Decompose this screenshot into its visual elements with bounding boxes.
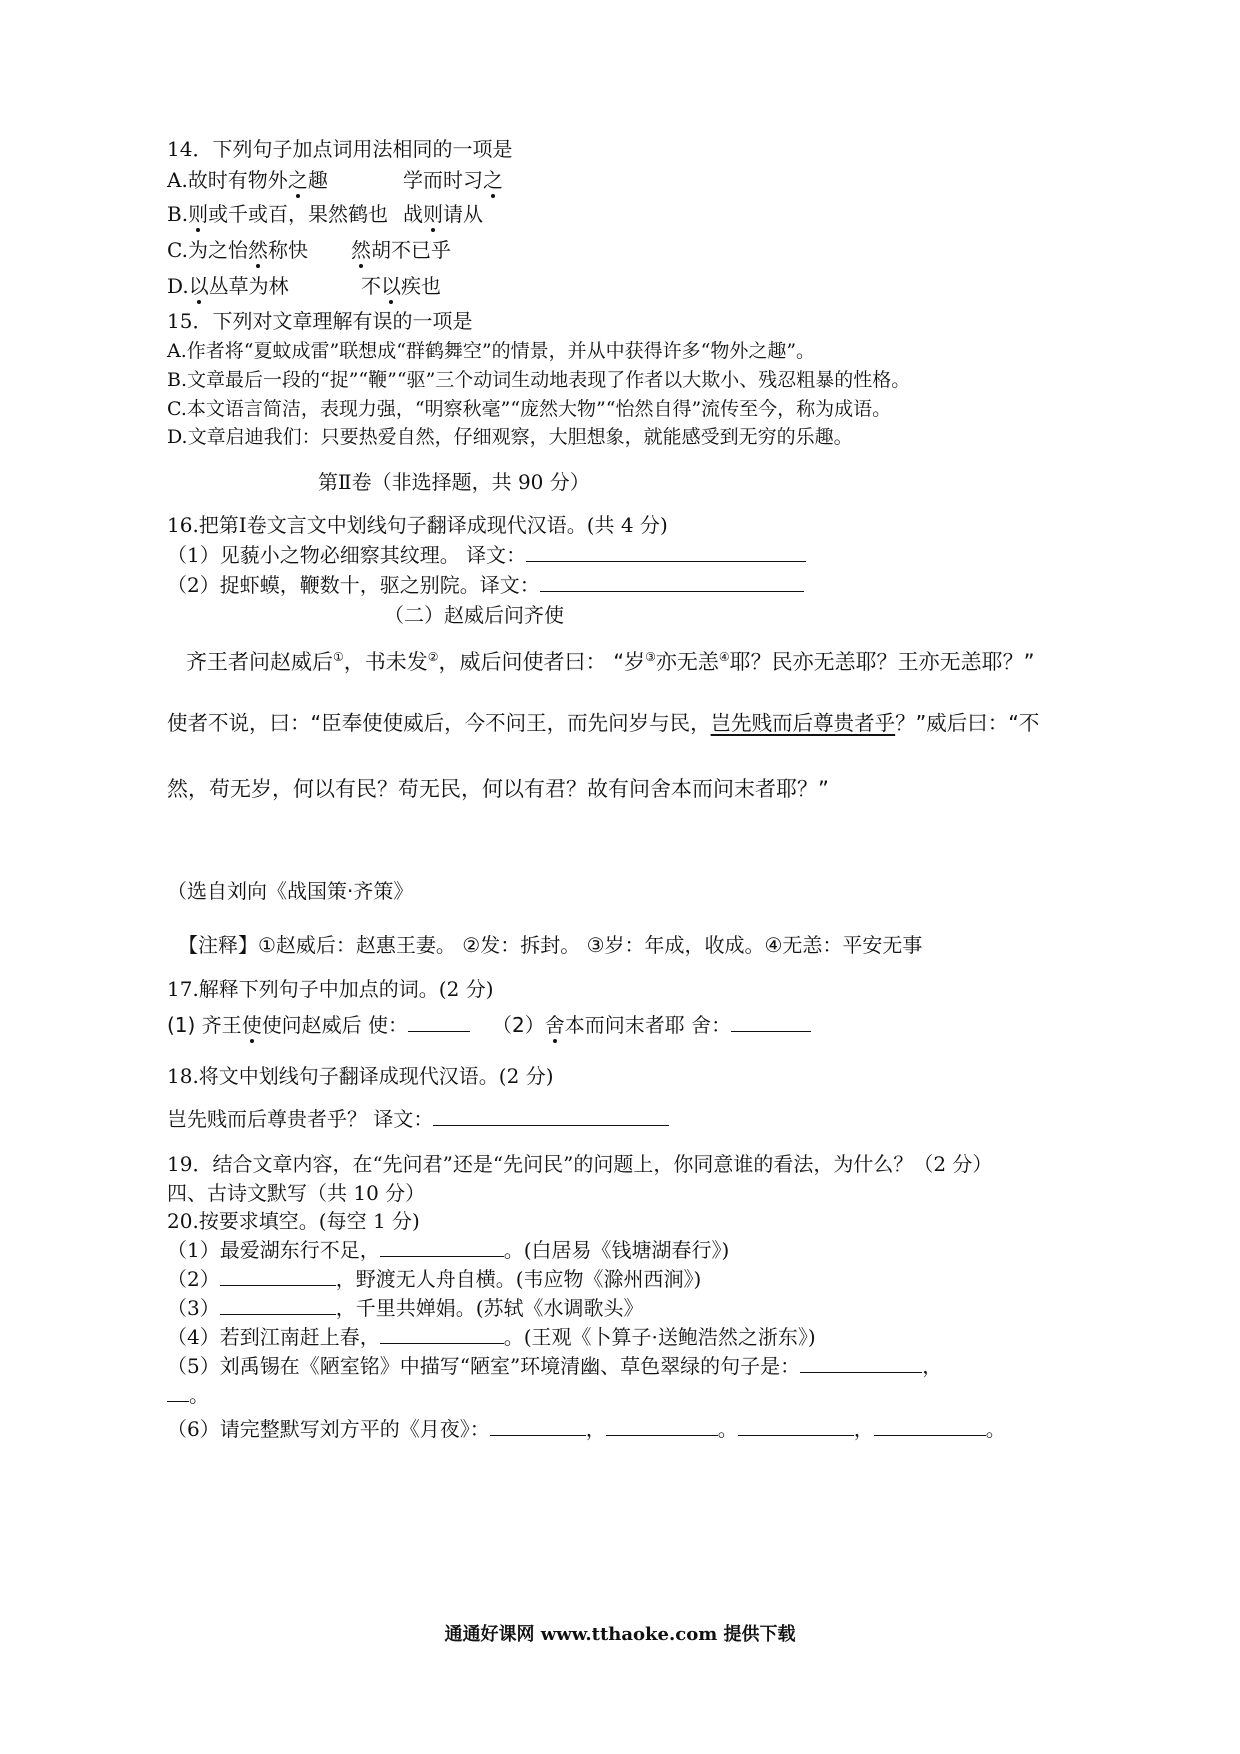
q15-stem: 15．下列对文章理解有误的一项是 [167,309,473,333]
dotted-word: 则 [188,202,209,226]
q14-option-d [167,273,441,299]
text: 。 [985,1417,1006,1441]
text: 岂先贱而后尊贵者乎？ 译文： [167,1107,434,1131]
answer-blank[interactable] [738,1417,854,1436]
q20-item-5-continued [167,1382,209,1408]
text: 亦无恙 [655,650,719,674]
text: 称快 [267,238,308,262]
q16-item-1 [167,542,806,568]
text: 。 [717,1417,738,1441]
option-label: A. [167,168,188,192]
answer-blank[interactable] [526,543,806,562]
text: ，千里共婵娟。(苏轼《水调歌头》 [335,1296,644,1320]
text: 请从 [443,202,483,226]
q18-stem: 18.将文中划线句子翻译成现代汉语。(2 分) [167,1064,554,1088]
q20-item-3 [167,1295,644,1321]
q20-item-5 [167,1353,942,1379]
text: （6）请完整默写刘方平的《月夜》： [167,1417,490,1441]
q14-b-sentence-2 [403,201,483,227]
answer-blank[interactable] [408,1013,470,1032]
q18-item [167,1106,669,1132]
underlined-sentence: 岂先贱而后尊贵者乎 [710,711,896,735]
text: （1）最爱湖东行不足， [167,1238,380,1262]
text: 故时有物外 [187,168,288,192]
text: 。(白居易《钱塘湖春行》) [503,1238,730,1262]
q15-option-c: C.本文语言简洁，表现力强，“明察秋毫”“庞然大物”“怡然自得”流传至今，称为成语。 [167,398,892,420]
q15-option-a: A.作者将“夏蚊成雷”联想成“群鹤舞空”的情景，并从中获得许多“物外之趣”。 [167,340,816,362]
text: 使者不说，曰：“臣奉使使威后，今不问王，而先问岁与民， [167,711,711,735]
q20-stem: 20.按要求填空。(每空 1 分) [167,1209,420,1233]
dotted-word: 使 [241,1013,262,1037]
text: (1) 齐王 [167,1013,242,1037]
answer-blank[interactable] [433,1107,669,1126]
answer-blank[interactable] [606,1417,718,1436]
text: 不 [361,274,381,298]
dotted-word: 然 [351,238,371,262]
q14-option-c [167,237,451,263]
text: ，威后问使者曰： “岁 [438,650,646,674]
answer-blank[interactable] [874,1417,986,1436]
q20-item-2 [167,1266,701,1292]
text: （5）刘禹锡在《陋室铭》中描写“陋室”环境清幽、草色翠绿的句子是： [167,1354,801,1378]
q15-option-b: B.文章最后一段的“捉”“鞭”“驱”三个动词生动地表现了作者以大欺小、残忍粗暴的性格。 [167,369,911,391]
passage-line-1 [186,642,1035,677]
q14-option-a [167,167,503,193]
answer-blank[interactable] [220,1267,336,1286]
q17-stem: 17.解释下列句子中加点的词。(2 分) [167,977,494,1001]
q14-c-sentence-2 [351,237,451,263]
dotted-word: 则 [423,202,443,226]
q16-stem: 16.把第Ⅰ卷文言文中划线句子翻译成现代汉语。(共 4 分) [167,513,668,537]
q14-stem: 14．下列句子加点词用法相同的一项是 [167,137,513,161]
q20-item-1 [167,1237,729,1263]
text: 学而时习 [403,168,483,192]
text: ， [853,1417,874,1441]
q16-item-2 [167,572,804,598]
text: 使问赵威后 使： [261,1013,409,1037]
text: （2） [167,1267,220,1291]
dotted-word: 然 [247,238,268,262]
q20-item-6 [167,1416,1006,1442]
text: ， [922,1354,943,1378]
q19-stem: 19．结合文章内容，在“先问君”还是“先问民”的问题上，你同意谁的看法，为什么？（2 分） [167,1152,993,1176]
option-label: D. [167,274,189,298]
answer-blank[interactable] [800,1354,922,1373]
dotted-word: 以 [188,274,209,298]
text: （1）见藐小之物必细察其纹理。 译文： [167,543,527,567]
text: 丛草为林 [208,274,289,298]
text: （2）捉虾蟆，鞭数十，驱之别院。译文： [167,573,540,597]
text: ，野渡无人舟自横。(韦应物《滁州西涧》) [335,1267,702,1291]
text: （2） [492,1013,545,1037]
text: 胡不已乎 [371,238,451,262]
footnote-marker: ③ [645,650,656,664]
footnote-marker: ① [333,650,344,664]
q14-d-sentence-2 [361,273,441,299]
passage-line-3: 然，苟无岁，何以有民？苟无民，何以有君？故有问舍本而问末者耶？” [167,777,829,801]
answer-blank[interactable] [220,1296,336,1315]
q20-item-4 [167,1324,816,1350]
answer-blank[interactable] [167,1383,189,1402]
page-footer: 通通好课网 www.tthaoke.com 提供下载 [444,1624,796,1645]
passage-title: （二）赵威后问齐使 [384,603,564,627]
footnote-marker: ④ [718,650,730,664]
passage-source: （选自刘向《战国策·齐策》 [167,879,414,903]
text: 耶？民亦无恙耶？王亦无恙耶？” [729,650,1035,674]
text: 趣 [307,168,328,192]
text: ， [585,1417,606,1441]
option-label: B. [167,202,189,226]
text: ？”威后曰：“不 [895,711,1040,735]
text: 本而问末者耶 舍： [564,1013,732,1037]
text: 为之怡 [187,238,248,262]
text: （4）若到江南赶上春， [167,1325,380,1349]
answer-blank[interactable] [731,1013,811,1032]
text: 。 [189,1383,209,1407]
dotted-word: 舍 [544,1013,565,1037]
footnote-marker: ② [427,650,439,664]
section-2-heading: 第Ⅱ卷（非选择题，共 90 分） [318,470,590,494]
text: ，书未发 [343,650,428,674]
text: 。(王观《卜算子·送鲍浩然之浙东》) [503,1325,816,1349]
q17-items [167,1012,811,1038]
q15-option-d: D.文章启迪我们：只要热爱自然，仔细观察，大胆想象，就能感受到无穷的乐趣。 [167,426,853,448]
text: （3） [167,1296,220,1320]
dotted-word: 之 [483,168,503,192]
option-label: C. [167,238,188,262]
passage-notes: 【注释】①赵威后：赵惠王妻。 ②发：拆封。 ③岁：年成，收成。④无恙：平安无事 [178,933,923,957]
answer-blank[interactable] [380,1238,504,1257]
text: 齐王者问赵威后 [186,650,333,674]
answer-blank[interactable] [380,1325,504,1344]
text: 战 [403,202,423,226]
dotted-word: 以 [381,274,401,298]
passage-line-2 [167,708,1039,738]
answer-blank[interactable] [540,573,804,592]
answer-blank[interactable] [490,1417,586,1436]
q14-option-b [167,201,483,227]
dotted-word: 之 [287,168,308,192]
text: 或千或百，果然鹤也 [208,202,389,226]
section-4-heading: 四、古诗文默写（共 10 分） [167,1181,426,1205]
q14-a-sentence-2 [403,167,503,193]
text: 疾也 [401,274,441,298]
